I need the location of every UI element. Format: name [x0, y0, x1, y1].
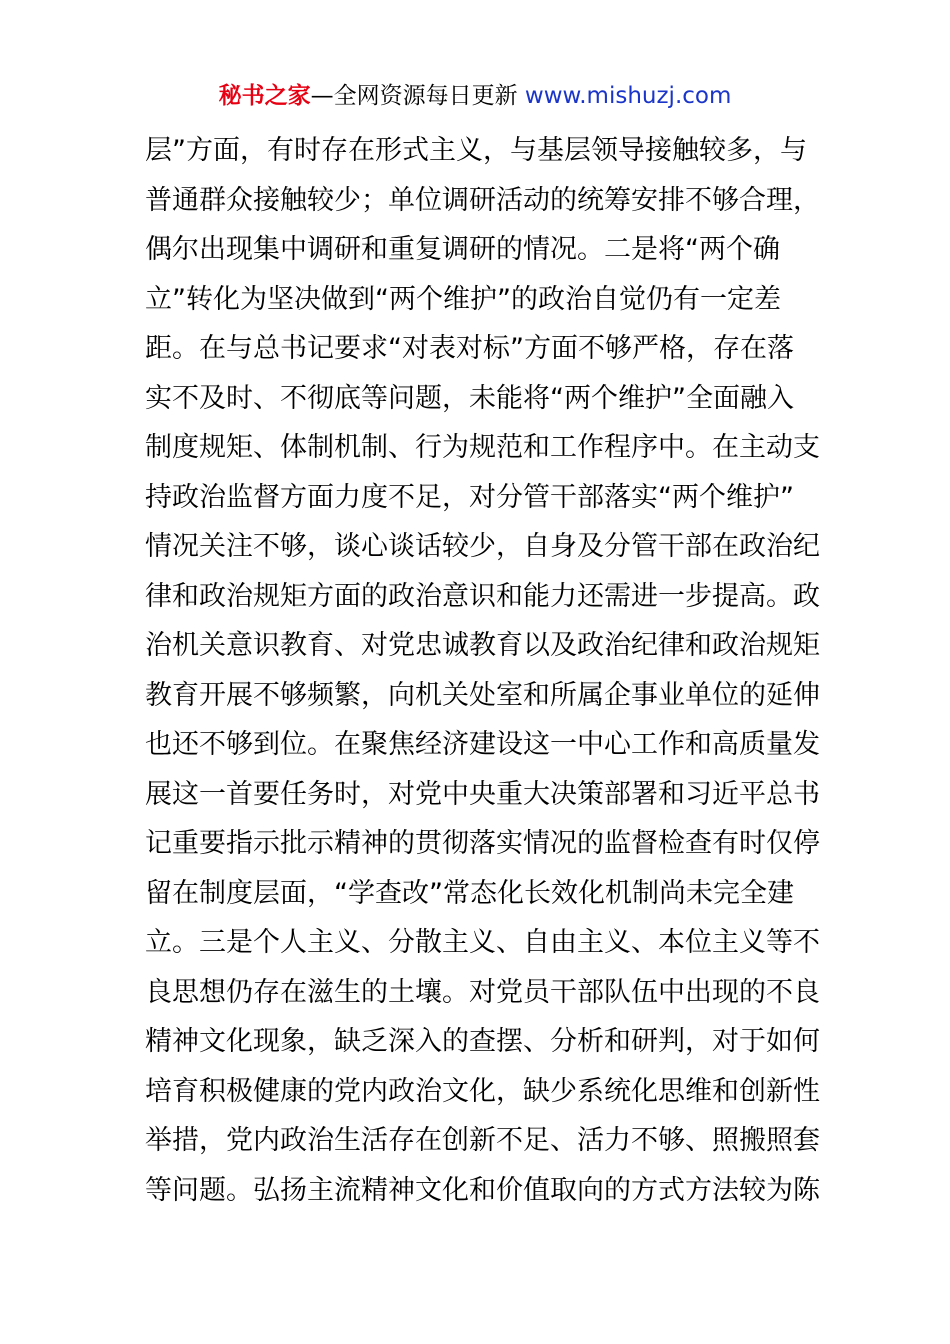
site-brand: 秘书之家: [218, 83, 311, 109]
text-line: 记重要指示批示精神的贯彻落实情况的监督检查有时仅停: [145, 828, 820, 859]
page-header: [0, 80, 950, 112]
text-line: 举措，党内政治生活存在创新不足、活力不够、照搬照套: [145, 1125, 820, 1156]
text-line: 展这一首要任务时，对党中央重大决策部署和习近平总书: [145, 778, 820, 810]
text-line: 层”方面，有时存在形式主义，与基层领导接触较多，与: [145, 135, 807, 166]
text-line: 距。在与总书记要求“对表对标”方面不够严格，存在落: [145, 333, 794, 364]
document-body: [145, 126, 820, 1215]
text-line: 偶尔出现集中调研和重复调研的情况。二是将“两个确: [145, 234, 780, 265]
text-line: 培育积极健康的党内政治文化，缺少系统化思维和创新性: [145, 1075, 820, 1107]
text-line: 治机关意识教育、对党忠诚教育以及政治纪律和政治规矩: [145, 630, 820, 661]
text-line: 立。三是个人主义、分散主义、自由主义、本位主义等不: [145, 927, 820, 958]
text-line: 也还不够到位。在聚焦经济建设这一中心工作和高质量发: [145, 729, 820, 760]
text-line: 等问题。弘扬主流精神文化和价值取向的方式方法较为陈: [145, 1174, 820, 1206]
text-line: 精神文化现象，缺乏深入的查摆、分析和研判，对于如何: [145, 1026, 820, 1057]
site-url-link[interactable]: www.mishuzj.com: [524, 83, 732, 109]
text-line: 情况关注不够，谈心谈话较少，自身及分管干部在政治纪: [145, 531, 820, 562]
text-line: 立”转化为坚决做到“两个维护”的政治自觉仍有一定差: [145, 283, 781, 315]
text-line: 制度规矩、体制机制、行为规范和工作程序中。在主动支: [145, 432, 820, 463]
text-line: 普通群众接触较少；单位调研活动的统筹安排不够合理，: [145, 184, 820, 216]
text-line: 律和政治规矩方面的政治意识和能力还需进一步提高。政: [145, 580, 820, 612]
text-line: 教育开展不够频繁，向机关处室和所属企事业单位的延伸: [145, 679, 820, 711]
site-tagline: —全网资源每日更新: [310, 83, 525, 109]
text-line: 良思想仍存在滋生的土壤。对党员干部队伍中出现的不良: [145, 976, 820, 1008]
text-line: 持政治监督方面力度不足，对分管干部落实“两个维护”: [145, 481, 794, 513]
text-line: 留在制度层面，“学查改”常态化长效化机制尚未完全建: [145, 877, 794, 909]
text-line: 实不及时、不彻底等问题，未能将“两个维护”全面融入: [145, 382, 794, 414]
